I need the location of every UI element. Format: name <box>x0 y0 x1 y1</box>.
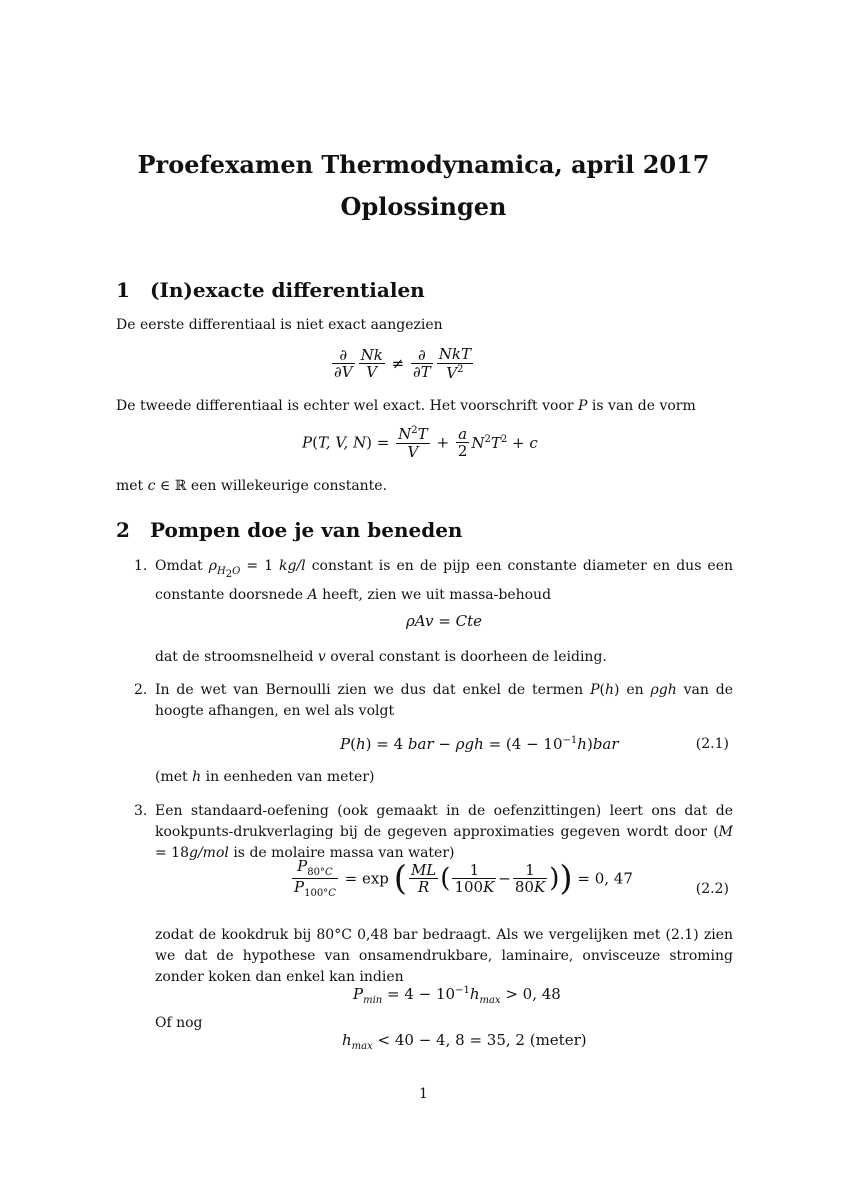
section-1-title: (In)exacte differentialen <box>150 278 425 302</box>
section-1-heading <box>116 278 425 302</box>
equation-2-2: $\frac{P_{80^\circ C}}{P_{100^\circ C}}$ = exp ( $\frac{ML}{R}$ ( $\frac{1}{100K}$ − $\frac{1}{80K}$ )) = 0, 47 <box>294 857 633 899</box>
equation-inexact: $\frac{\partial}{\partial V}$ $\frac{Nk}{V}$ ≠ $\frac{\partial}{\partial T}$ $\frac{\text{NkT}}{V^2}$ <box>334 345 471 382</box>
equation-P-form: P(T, V, N) = $\frac{N^2T}{V}$ + $\frac{a}{2}$ $N^2T^2 + c$ <box>302 424 538 461</box>
item-2-text: In de wet van Bernoulli zien we dus dat enkel de termen P(h) en ρgh van de hoogte afhangen, en wel als volgt <box>155 682 733 719</box>
equation-2-1: P(h) = 4 bar − $\rho gh = (4 - 10^{-1}h)bar$ <box>340 735 619 753</box>
item-1-after: dat de stroomsnelheid v overal constant is doorheen de leiding. <box>155 649 607 665</box>
section-1-paragraph-3: met c ∈ ℝ een willekeurige constante. <box>116 478 388 494</box>
item-2-after: (met h in eenheden van meter) <box>155 769 375 785</box>
section-1-paragraph-2: De tweede differentiaal is echter wel exact. Het voorschrift voor P is van de vorm <box>116 398 696 414</box>
section-1-paragraph-1: De eerste differentiaal is niet exact aangezien <box>116 317 443 333</box>
section-1-number: 1 <box>116 278 130 302</box>
equation-mass-conservation: ρAv = Cte <box>405 612 483 630</box>
equation-hmax: $h_{max} < 40 - 4$, 8 = 35, 2 (meter) <box>342 1031 587 1052</box>
list-marker-2: 2. <box>134 682 148 698</box>
equation-number-2-1: (2.1) <box>695 736 729 752</box>
section-2-title: Pompen doe je van beneden <box>150 518 463 542</box>
section-2-heading <box>116 518 462 542</box>
page-number: 1 <box>419 1086 428 1102</box>
list-marker-3: 3. <box>134 803 148 819</box>
item-3-ofnog: Of nog <box>155 1015 203 1031</box>
equation-pmin: $P_{min} = 4 - 10^{-1}h_{max} > 0$, 48 <box>353 985 561 1006</box>
document-subtitle: Oplossingen <box>340 192 507 221</box>
item-3-text: Een standaard-oefening (ook gemaakt in de oefenzittingen) leert ons dat de kookpunts-drukverlaging bij de gegeven approximaties gegeven wordt door (M = 18g/mol is de molaire massa van water) <box>155 803 733 861</box>
item-1-text: Omdat $\rho_{H_2O} = 1$ kg/l constant is en de pijp een constante diameter en dus een constante doorsnede A heeft, zien we uit massa-behoud <box>155 558 734 603</box>
item-3-after: zodat de kookdruk bij 80°C 0,48 bar bedraagt. Als we vergelijken met (2.1) zien we dat de hypothese van onsamendrukbare, laminaire, onvisceuze stroming zonder koken dan enkel kan indien <box>155 927 733 985</box>
equation-number-2-2: (2.2) <box>695 881 729 897</box>
list-marker-1: 1. <box>134 558 148 574</box>
section-2-number: 2 <box>116 518 130 542</box>
document-title: Proefexamen Thermodynamica, april 2017 <box>137 150 710 179</box>
